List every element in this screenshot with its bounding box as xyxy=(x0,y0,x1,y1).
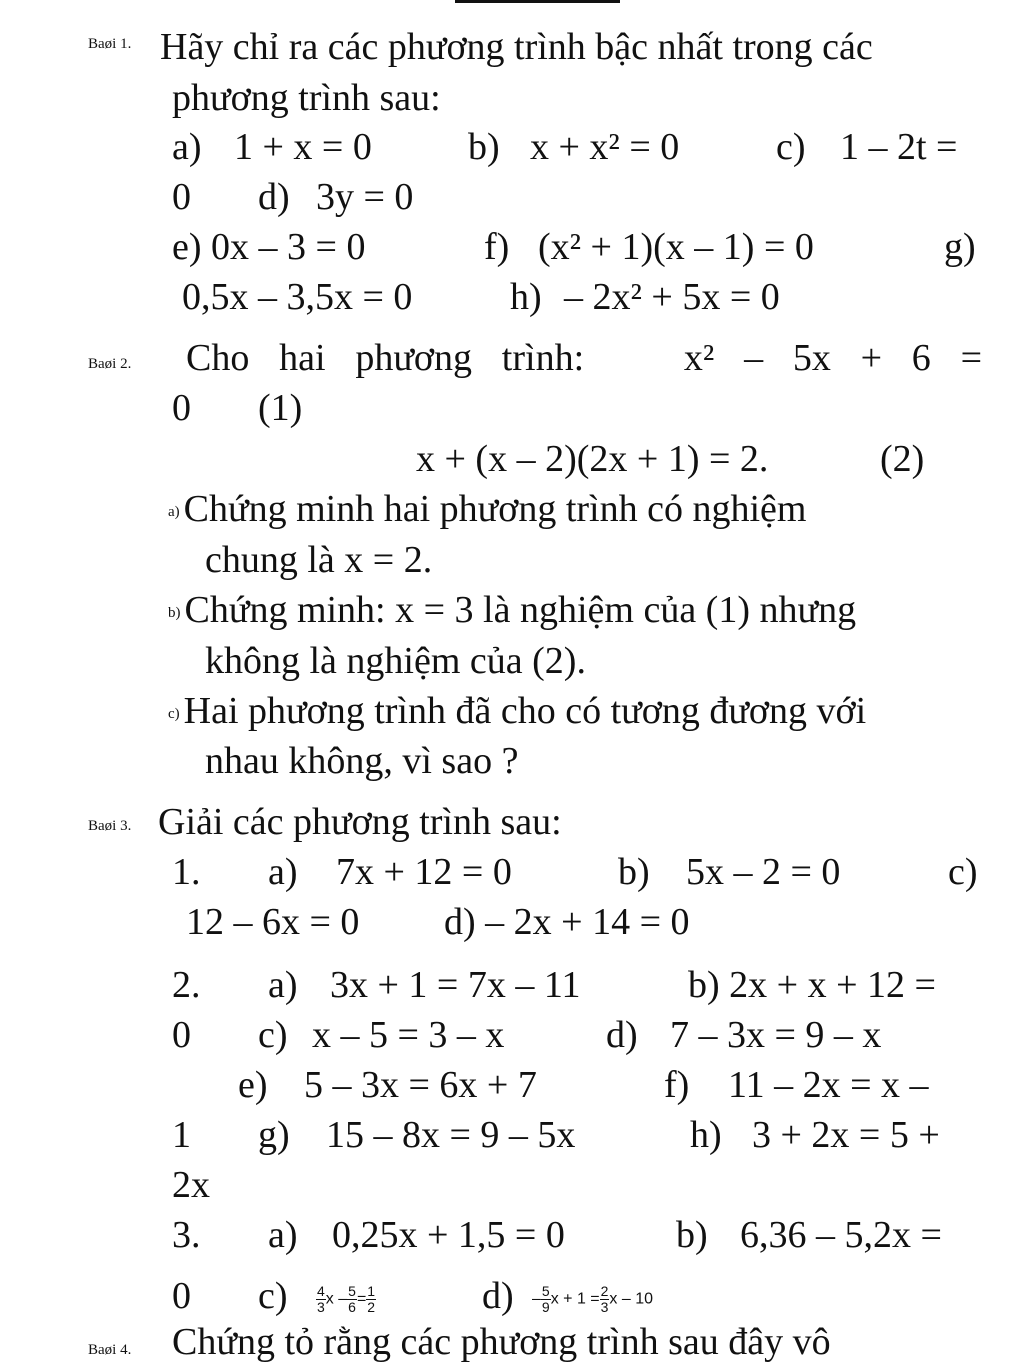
item-label: d) xyxy=(606,1014,638,1056)
equation-continuation: 1 xyxy=(172,1114,191,1156)
exercise-2-line2 xyxy=(172,383,982,433)
item-label: f) xyxy=(484,226,510,268)
item-label: a) xyxy=(268,1214,298,1256)
exercise-3-label: Baøi 3. xyxy=(88,818,132,834)
item-label: b) xyxy=(618,851,650,893)
exercise-3-part2-row3 xyxy=(172,1060,982,1110)
item-label: g) xyxy=(258,1114,290,1156)
part-text: Hai phương trình đã cho có tương đương với xyxy=(183,690,867,732)
equation-continuation: 0 xyxy=(172,176,191,218)
equation-continuation: 0 xyxy=(172,1014,191,1056)
equation-c: $\frac{4}{3}$ x – $\frac{5}{6}$ = $\frac{1}{2}$ xyxy=(317,1282,376,1315)
exercise-2-label: Baøi 2. xyxy=(88,356,132,372)
equation: (x² + 1)(x – 1) = 0 xyxy=(538,226,814,268)
exercise-3-part2-row5: 2x xyxy=(172,1164,210,1206)
item-label: c) xyxy=(776,126,806,168)
exercise-3-part3-row1 xyxy=(172,1210,982,1260)
part-label: c) xyxy=(168,706,180,723)
exercise-2-part-a-line2: chung là x = 2. xyxy=(205,539,433,581)
equation: 1 + x = 0 xyxy=(234,126,372,168)
item-label: a) xyxy=(172,126,202,168)
equation: 7x + 12 = 0 xyxy=(336,851,512,893)
fraction: $\frac{4}{3}$ xyxy=(317,1282,325,1315)
equation-number: (1) xyxy=(258,387,303,429)
exercise-1-label: Baøi 1. xyxy=(88,36,132,52)
fraction: $\frac{1}{2}$ xyxy=(367,1282,376,1315)
fraction: $\frac{5}{9}$ xyxy=(541,1282,550,1315)
exercise-2-equation-2 xyxy=(172,434,982,484)
equation-continuation: 0 xyxy=(172,387,191,429)
word: Cho xyxy=(186,337,250,379)
equation: b) 2x + x + 12 = xyxy=(688,964,936,1006)
equation: 11 – 2x = x – xyxy=(728,1064,929,1106)
item-label: d) xyxy=(258,176,290,218)
item-label: c) xyxy=(258,1014,288,1056)
item-label: e) xyxy=(238,1064,268,1106)
part-label: b) xyxy=(168,605,181,622)
word: phương xyxy=(355,337,473,379)
exercise-1-row3 xyxy=(172,222,982,272)
top-rule xyxy=(455,0,620,3)
math-token: x² xyxy=(683,337,715,379)
exercise-1-row2 xyxy=(172,172,982,222)
part-text: Chứng minh hai phương trình có nghiệm xyxy=(183,488,807,530)
exercise-2-part-a-line1 xyxy=(168,484,982,534)
math-token: = xyxy=(960,337,982,379)
exercise-2-line1 xyxy=(186,333,982,383)
word: trình: xyxy=(501,337,585,379)
item-label: c) xyxy=(948,851,978,893)
exercise-2-part-b-line1 xyxy=(168,585,982,635)
equation: x + x² = 0 xyxy=(530,126,680,168)
equation-number: (2) xyxy=(880,438,925,480)
math-token: – xyxy=(744,337,764,379)
equation-d: – $\frac{5}{9}$ x + 1 = $\frac{2}{3}$ x – 10 xyxy=(532,1282,654,1315)
equation: x – 5 = 3 – x xyxy=(312,1014,505,1056)
equation: 3y = 0 xyxy=(316,176,414,218)
item-label: g) xyxy=(944,226,976,268)
item-number: 1. xyxy=(172,851,201,893)
fraction: $\frac{2}{3}$ xyxy=(600,1282,609,1315)
item-label: a) xyxy=(268,851,298,893)
equation: 7 – 3x = 9 – x xyxy=(670,1014,882,1056)
exercise-4-label: Baøi 4. xyxy=(88,1342,132,1358)
exercise-2-part-c-line1 xyxy=(168,686,982,736)
equation: 1 – 2t = xyxy=(840,126,958,168)
exercise-2-part-b-line2: không là nghiệm của (2). xyxy=(205,640,586,682)
item-label: a) xyxy=(268,964,298,1006)
equation: 3 + 2x = 5 + xyxy=(752,1114,940,1156)
math-token: 6 xyxy=(911,337,931,379)
part-text: Chứng minh: x = 3 là nghiệm của (1) nhưng xyxy=(184,589,857,631)
equation: 15 – 8x = 9 – 5x xyxy=(326,1114,576,1156)
word: hai xyxy=(279,337,326,379)
equation: 6,36 – 5,2x = xyxy=(740,1214,942,1256)
item-label: c) xyxy=(258,1275,288,1317)
exercise-3-part1-row2 xyxy=(172,897,982,947)
equation: e) 0x – 3 = 0 xyxy=(172,226,366,268)
math-token: + xyxy=(860,337,883,379)
part-label: a) xyxy=(168,504,180,521)
item-label: b) xyxy=(468,126,500,168)
equation: 3x + 1 = 7x – 11 xyxy=(330,964,581,1006)
exercise-3-part2-row1 xyxy=(172,960,982,1010)
math-token: 5x xyxy=(792,337,831,379)
equation: d) – 2x + 14 = 0 xyxy=(444,901,690,943)
equation-continuation: 0 xyxy=(172,1275,191,1317)
exercise-3-part2-row4 xyxy=(172,1110,982,1160)
exercise-1-title-line1: Hãy chỉ ra các phương trình bậc nhất trong các xyxy=(160,26,873,68)
exercise-3-part3-row2 xyxy=(172,1271,982,1321)
exercise-2-part-c-line2: nhau không, vì sao ? xyxy=(205,740,519,782)
equation: – 2x² + 5x = 0 xyxy=(564,276,780,318)
item-number: 3. xyxy=(172,1214,201,1256)
equation: 5x – 2 = 0 xyxy=(686,851,841,893)
exercise-4-partial-line: Chứng tỏ rằng các phương trình sau đây vô xyxy=(172,1321,831,1363)
exercise-3-title: Giải các phương trình sau: xyxy=(158,801,562,843)
exercise-3-part2-row2 xyxy=(172,1010,982,1060)
fraction: $\frac{5}{6}$ xyxy=(348,1282,356,1315)
equation: 0,5x – 3,5x = 0 xyxy=(182,276,413,318)
equation: 5 – 3x = 6x + 7 xyxy=(304,1064,537,1106)
item-number: 2. xyxy=(172,964,201,1006)
exercise-3-part1-row1 xyxy=(172,847,982,897)
item-label: h) xyxy=(690,1114,722,1156)
equation: 0,25x + 1,5 = 0 xyxy=(332,1214,565,1256)
item-label: d) xyxy=(482,1275,514,1317)
equation: x + (x – 2)(2x + 1) = 2. xyxy=(416,438,769,480)
exercise-1-row1 xyxy=(172,122,982,172)
item-label: h) xyxy=(510,276,542,318)
item-label: b) xyxy=(676,1214,708,1256)
exercise-1-row4 xyxy=(172,272,982,322)
item-label: f) xyxy=(664,1064,690,1106)
exercise-1-title-line2: phương trình sau: xyxy=(172,77,441,119)
equation: 12 – 6x = 0 xyxy=(186,901,360,943)
